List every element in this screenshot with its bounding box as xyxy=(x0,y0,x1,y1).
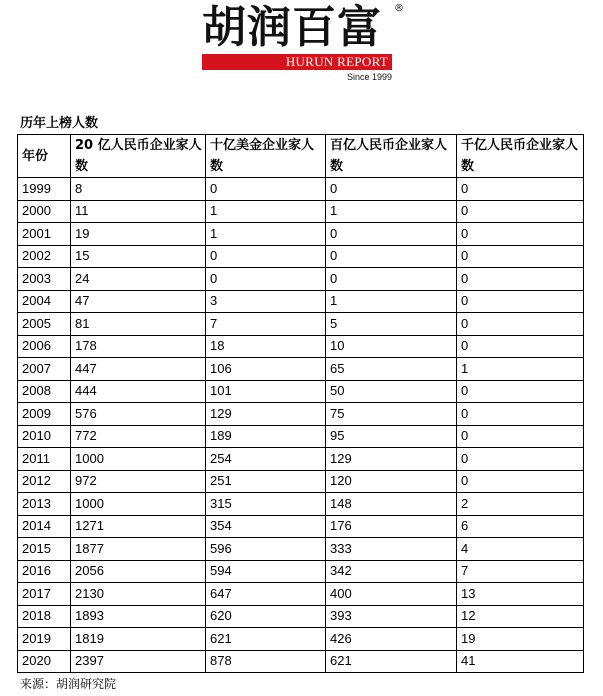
cell-100b-rmb: 0 xyxy=(457,290,584,313)
header-100b-rmb: 千亿人民币企业家人数 xyxy=(457,135,584,178)
cell-1b-usd: 621 xyxy=(206,628,326,651)
cell-1b-usd: 106 xyxy=(206,358,326,381)
cell-2b-rmb: 576 xyxy=(71,403,206,426)
cell-2b-rmb: 447 xyxy=(71,358,206,381)
cell-100b-rmb: 4 xyxy=(457,538,584,561)
cell-1b-usd: 7 xyxy=(206,313,326,336)
cell-year: 2018 xyxy=(18,605,71,628)
cell-year: 2008 xyxy=(18,380,71,403)
cell-year: 2009 xyxy=(18,403,71,426)
cell-1b-usd: 0 xyxy=(206,245,326,268)
cell-2b-rmb: 24 xyxy=(71,268,206,291)
cell-2b-rmb: 178 xyxy=(71,335,206,358)
table-row xyxy=(18,448,584,471)
cell-1b-usd: 101 xyxy=(206,380,326,403)
logo-since-text: Since 1999 xyxy=(346,72,392,82)
table-row xyxy=(18,515,584,538)
cell-year: 2012 xyxy=(18,470,71,493)
source-note: 来源：胡润研究院 xyxy=(20,677,117,691)
cell-100b-rmb: 0 xyxy=(457,425,584,448)
cell-10b-rmb: 393 xyxy=(326,605,457,628)
ranking-count-table xyxy=(17,134,584,673)
cell-year: 2015 xyxy=(18,538,71,561)
table-row xyxy=(18,335,584,358)
cell-100b-rmb: 0 xyxy=(457,470,584,493)
cell-2b-rmb: 1819 xyxy=(71,628,206,651)
cell-10b-rmb: 426 xyxy=(326,628,457,651)
cell-10b-rmb: 0 xyxy=(326,223,457,246)
cell-1b-usd: 647 xyxy=(206,583,326,606)
cell-2b-rmb: 19 xyxy=(71,223,206,246)
cell-2b-rmb: 1000 xyxy=(71,448,206,471)
cell-1b-usd: 596 xyxy=(206,538,326,561)
cell-2b-rmb: 2397 xyxy=(71,650,206,673)
logo-registered-mark: ® xyxy=(394,3,404,14)
cell-2b-rmb: 1893 xyxy=(71,605,206,628)
cell-2b-rmb: 972 xyxy=(71,470,206,493)
cell-2b-rmb: 444 xyxy=(71,380,206,403)
cell-2b-rmb: 1000 xyxy=(71,493,206,516)
cell-10b-rmb: 333 xyxy=(326,538,457,561)
cell-10b-rmb: 342 xyxy=(326,560,457,583)
cell-year: 2010 xyxy=(18,425,71,448)
cell-10b-rmb: 1 xyxy=(326,290,457,313)
cell-10b-rmb: 50 xyxy=(326,380,457,403)
cell-2b-rmb: 15 xyxy=(71,245,206,268)
cell-2b-rmb: 1271 xyxy=(71,515,206,538)
cell-year: 2004 xyxy=(18,290,71,313)
table-title: 历年上榜人数 xyxy=(20,116,99,131)
cell-1b-usd: 3 xyxy=(206,290,326,313)
cell-10b-rmb: 120 xyxy=(326,470,457,493)
cell-2b-rmb: 8 xyxy=(71,178,206,201)
logo-red-bar xyxy=(202,54,392,70)
cell-100b-rmb: 6 xyxy=(457,515,584,538)
cell-2b-rmb: 47 xyxy=(71,290,206,313)
cell-10b-rmb: 10 xyxy=(326,335,457,358)
cell-year: 2002 xyxy=(18,245,71,268)
cell-100b-rmb: 0 xyxy=(457,268,584,291)
cell-year: 2006 xyxy=(18,335,71,358)
cell-year: 2017 xyxy=(18,583,71,606)
cell-10b-rmb: 621 xyxy=(326,650,457,673)
cell-year: 2003 xyxy=(18,268,71,291)
hurun-logo xyxy=(202,4,402,84)
table-row xyxy=(18,605,584,628)
cell-10b-rmb: 65 xyxy=(326,358,457,381)
cell-year: 2007 xyxy=(18,358,71,381)
cell-10b-rmb: 400 xyxy=(326,583,457,606)
cell-1b-usd: 354 xyxy=(206,515,326,538)
cell-year: 2014 xyxy=(18,515,71,538)
table-row xyxy=(18,560,584,583)
cell-100b-rmb: 0 xyxy=(457,335,584,358)
cell-year: 2005 xyxy=(18,313,71,336)
cell-1b-usd: 878 xyxy=(206,650,326,673)
header-1b-usd: 十亿美金企业家人数 xyxy=(206,135,326,178)
cell-year: 2013 xyxy=(18,493,71,516)
cell-2b-rmb: 11 xyxy=(71,200,206,223)
cell-year: 2000 xyxy=(18,200,71,223)
table-row xyxy=(18,290,584,313)
cell-1b-usd: 18 xyxy=(206,335,326,358)
header-year: 年份 xyxy=(18,135,71,178)
cell-100b-rmb: 2 xyxy=(457,493,584,516)
logo-chinese-text: 胡润百富 xyxy=(202,2,382,53)
cell-10b-rmb: 129 xyxy=(326,448,457,471)
cell-1b-usd: 0 xyxy=(206,268,326,291)
table-row xyxy=(18,358,584,381)
cell-100b-rmb: 7 xyxy=(457,560,584,583)
table-row xyxy=(18,538,584,561)
cell-1b-usd: 251 xyxy=(206,470,326,493)
cell-2b-rmb: 772 xyxy=(71,425,206,448)
table-row xyxy=(18,200,584,223)
table-row xyxy=(18,380,584,403)
cell-year: 2011 xyxy=(18,448,71,471)
cell-1b-usd: 315 xyxy=(206,493,326,516)
cell-100b-rmb: 0 xyxy=(457,223,584,246)
table-body xyxy=(18,178,584,673)
cell-1b-usd: 620 xyxy=(206,605,326,628)
cell-100b-rmb: 0 xyxy=(457,178,584,201)
cell-100b-rmb: 1 xyxy=(457,358,584,381)
table-row xyxy=(18,493,584,516)
cell-2b-rmb: 2130 xyxy=(71,583,206,606)
table-row xyxy=(18,425,584,448)
cell-100b-rmb: 0 xyxy=(457,380,584,403)
cell-100b-rmb: 0 xyxy=(457,313,584,336)
cell-1b-usd: 1 xyxy=(206,223,326,246)
cell-10b-rmb: 75 xyxy=(326,403,457,426)
cell-10b-rmb: 95 xyxy=(326,425,457,448)
cell-10b-rmb: 0 xyxy=(326,178,457,201)
cell-1b-usd: 189 xyxy=(206,425,326,448)
cell-year: 2001 xyxy=(18,223,71,246)
cell-10b-rmb: 1 xyxy=(326,200,457,223)
table-row xyxy=(18,583,584,606)
cell-100b-rmb: 0 xyxy=(457,403,584,426)
table-row xyxy=(18,245,584,268)
table-row xyxy=(18,403,584,426)
table-row xyxy=(18,650,584,673)
cell-100b-rmb: 0 xyxy=(457,448,584,471)
logo-english-text: HURUN REPORT xyxy=(285,54,388,69)
header-2b-rmb: 20 亿人民币企业家人数 xyxy=(71,135,206,178)
cell-100b-rmb: 13 xyxy=(457,583,584,606)
cell-1b-usd: 129 xyxy=(206,403,326,426)
cell-100b-rmb: 41 xyxy=(457,650,584,673)
cell-year: 2016 xyxy=(18,560,71,583)
cell-100b-rmb: 19 xyxy=(457,628,584,651)
cell-2b-rmb: 1877 xyxy=(71,538,206,561)
cell-100b-rmb: 0 xyxy=(457,200,584,223)
cell-100b-rmb: 12 xyxy=(457,605,584,628)
cell-2b-rmb: 81 xyxy=(71,313,206,336)
cell-year: 1999 xyxy=(18,178,71,201)
cell-1b-usd: 254 xyxy=(206,448,326,471)
table-row xyxy=(18,178,584,201)
table-header-row xyxy=(18,135,584,178)
table-row xyxy=(18,223,584,246)
cell-2b-rmb: 2056 xyxy=(71,560,206,583)
cell-year: 2020 xyxy=(18,650,71,673)
table-row xyxy=(18,628,584,651)
table-row xyxy=(18,313,584,336)
cell-10b-rmb: 176 xyxy=(326,515,457,538)
cell-10b-rmb: 5 xyxy=(326,313,457,336)
cell-1b-usd: 0 xyxy=(206,178,326,201)
table-row xyxy=(18,268,584,291)
cell-10b-rmb: 0 xyxy=(326,245,457,268)
table-row xyxy=(18,470,584,493)
cell-10b-rmb: 148 xyxy=(326,493,457,516)
header-10b-rmb: 百亿人民币企业家人数 xyxy=(326,135,457,178)
cell-1b-usd: 594 xyxy=(206,560,326,583)
cell-10b-rmb: 0 xyxy=(326,268,457,291)
cell-year: 2019 xyxy=(18,628,71,651)
cell-100b-rmb: 0 xyxy=(457,245,584,268)
cell-1b-usd: 1 xyxy=(206,200,326,223)
